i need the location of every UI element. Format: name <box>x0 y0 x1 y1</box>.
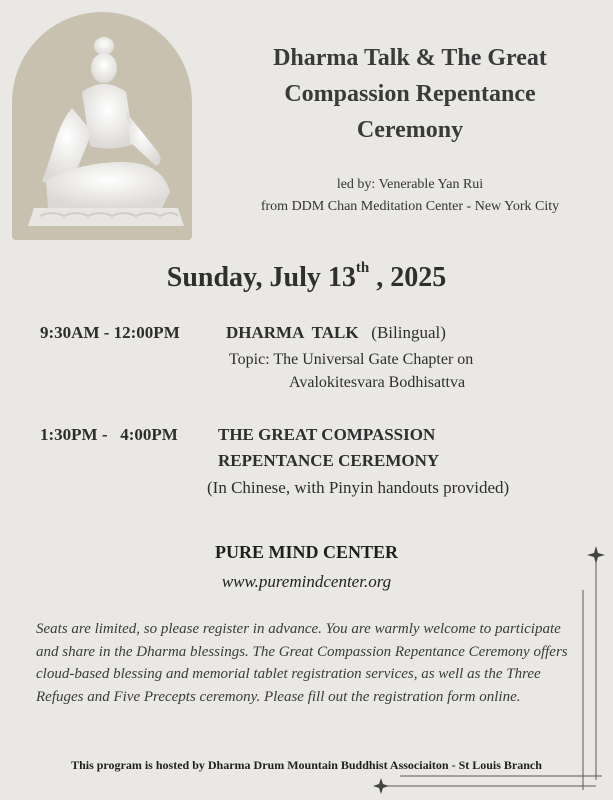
date-prefix: Sunday, July 13 <box>166 262 356 293</box>
session1-topic-line1: Topic: The Universal Gate Chapter on <box>229 351 474 368</box>
session2-note: (In Chinese, with Pinyin handouts provided) <box>207 478 510 497</box>
from-line: from DDM Chan Meditation Center - New York City <box>260 199 560 214</box>
session2-time: 1:30PM - 4:00PM <box>40 425 178 444</box>
registration-notice: Seats are limited, so please register in advance. You are warmly welcome to participate and share in the Dharma blessings. The Great Compassion Repentance Ceremony offers cloud-based blessing and memorial tablet registration services, as well as the Three Refuges and Five Precepts ceremony. Please fill out the registration form online. <box>36 621 568 705</box>
session1-time: 9:30AM - 12:00PM <box>40 323 180 342</box>
session1-name: DHARMA TALK <box>226 323 359 342</box>
sparkle-icon <box>373 778 389 794</box>
led-by-line: led by: Venerable Yan Rui <box>336 177 484 192</box>
center-website: www.puremindcenter.org <box>221 572 392 591</box>
session2-name-line1: THE GREAT COMPASSION <box>218 425 436 444</box>
title-line-3: Ceremony <box>356 117 464 143</box>
title-line-1: Dharma Talk & The Great <box>273 45 547 71</box>
host-footer: This program is hosted by Dharma Drum Mountain Buddhist Associaiton - St Louis Branch <box>71 758 542 772</box>
session1-note: (Bilingual) <box>371 323 446 342</box>
title-line-2: Compassion Repentance <box>284 81 536 107</box>
date-year: , 2025 <box>369 262 447 293</box>
sparkle-icon <box>587 546 605 564</box>
session2-name-line2: REPENTANCE CEREMONY <box>218 451 440 470</box>
center-name: PURE MIND CENTER <box>214 542 398 562</box>
session1-topic-line2: Avalokitesvara Bodhisattva <box>289 374 466 391</box>
date-ordinal: th <box>355 260 370 276</box>
